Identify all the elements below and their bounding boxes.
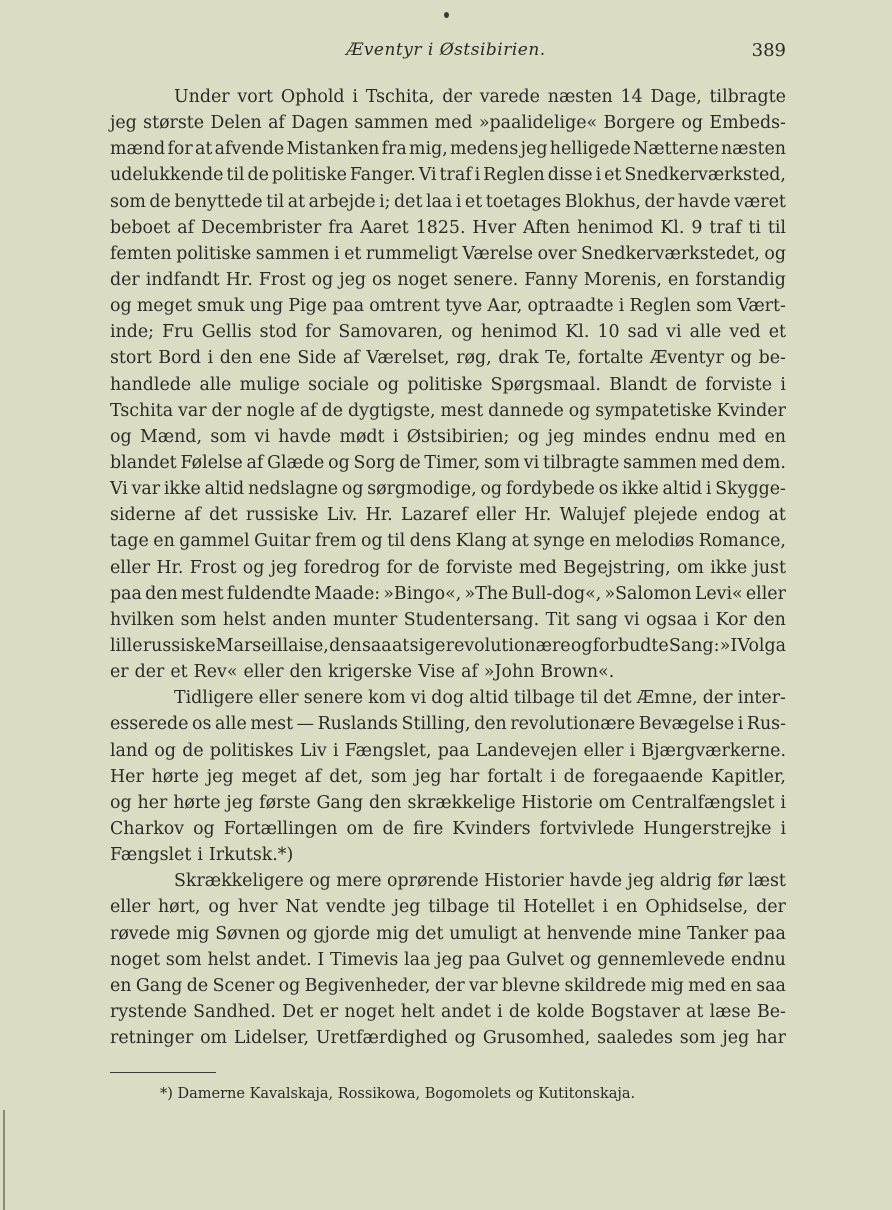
text-line: der indfandt Hr. Frost og jeg os noget senere. Fanny Morenis, en forstandig [110,269,786,290]
text-line: Her hørte jeg meget af det, som jeg har fortalt i de foregaaende Kapitler, [110,766,786,787]
text-line: retninger om Lidelser, Uretfærdighed og Grusomhed, saaledes som jeg har [110,1028,786,1049]
margin-mark [3,1110,5,1210]
running-title: Æventyr i Østsibirien. [346,40,546,60]
text-line: og Mænd, som vi havde mødt i Østsibirien; og jeg mindes endnu med en [110,426,786,447]
text-line: eller hørt, og hver Nat vendte jeg tilbage til Hotellet i en Ophidselse, der [110,897,786,918]
text-line: Skrækkeligere og mere oprørende Historier havde jeg aldrig før læst [174,871,786,892]
footnote-rule [110,1072,216,1073]
text-line: Under vort Ophold i Tschita, der varede næsten 14 Dage, tilbragte [174,87,786,107]
text-line: og her hørte jeg første Gang den skrækkelige Historie om Centralfængslet i [110,792,786,813]
text-line: esserede os alle mest — Ruslands Stilling, den revolutionære Bevægelse i Rus- [110,714,786,735]
text-line: noget som helst andet. I Timevis laa jeg paa Gulvet og gennemlevede endnu [110,949,786,970]
page-number: 389 [751,40,786,61]
text-line: Fængslet i Irkutsk.*) [110,845,294,866]
text-line: hvilken som helst anden munter Studentersang. Tit sang vi ogsaa i Kor den [110,609,786,630]
text-line: mænd for at afvende Mistanken fra mig, medens jeg helligede Nætterne næsten [110,139,786,160]
text-line: Vi var ikke altid nedslagne og sørgmodige, og fordybede os ikke altid i Skygge- [110,479,786,500]
text-line: eller Hr. Frost og jeg foredrog for de forviste med Begejstring, om ikke just [110,557,786,578]
text-line: lille russiske Marseillaise, den saa at sige revolutionære og forbudte Sang: »I Volga [110,635,786,656]
text-line: udelukkende til de politiske Fanger. Vi traf i Reglen disse i et Snedkerværksted, [110,165,786,186]
text-line: rystende Sandhed. Det er noget helt andet i de kolde Bogstaver at læse Be- [110,1001,786,1022]
text-line: og meget smuk ung Pige paa omtrent tyve Aar, optraadte i Reglen som Vært- [110,296,786,317]
text-line: blandet Følelse af Glæde og Sorg de Timer, som vi tilbragte sammen med dem. [110,452,786,473]
text-line: stort Bord i den ene Side af Værelset, røg, drak Te, fortalte Æventyr og be- [110,348,786,369]
text-line: land og de politiskes Liv i Fængslet, paa Landevejen eller i Bjærgværkerne. [110,740,786,761]
text-line: røvede mig Søvnen og gjorde mig det umuligt at henvende mine Tanker paa [110,923,786,944]
text-line: som de benyttede til at arbejde i; det laa i et toetages Blokhus, der havde været [110,191,786,212]
text-line: tage en gammel Guitar frem og til dens Klang at synge en melodiøs Romance, [110,531,786,552]
text-line: beboet af Decembrister fra Aaret 1825. Hver Aften henimod Kl. 9 traf ti til [110,217,786,238]
text-line: siderne af det russiske Liv. Hr. Lazaref eller Hr. Walujef plejede endog at [110,505,786,526]
text-line: er der et Rev« eller den krigerske Vise af »John Brown«. [110,662,615,683]
text-line: inde; Fru Gellis stod for Samovaren, og henimod Kl. 10 sad vi alle ved et [110,322,786,343]
body-text [110,84,786,1051]
text-line: en Gang de Scener og Begivenheder, der var blevne skildrede mig med en saa [110,975,786,996]
ink-dot [444,12,449,18]
text-line: handlede alle mulige sociale og politiske Spørgsmaal. Blandt de forviste i [110,374,786,395]
text-line: jeg største Delen af Dagen sammen med »paalidelige« Borgere og Embeds- [110,113,786,134]
footnote: *) Damerne Kavalskaja, Rossikowa, Bogomolets og Kutitonskaja. [160,1086,636,1102]
text-line: femten politiske sammen i et rummeligt Værelse over Snedkerværkstedet, og [110,243,786,264]
text-line: Tschita var der nogle af de dygtigste, mest dannede og sympatetiske Kvinder [110,400,786,421]
text-line: paa den mest fuldendte Maade: »Bingo«, »The Bull-dog«, »Salomon Levi« eller [110,583,786,604]
text-line: Charkov og Fortællingen om de fire Kvinders fortvivlede Hungerstrejke i [110,818,786,839]
text-line: Tidligere eller senere kom vi dog altid tilbage til det Æmne, der inter- [174,688,786,709]
